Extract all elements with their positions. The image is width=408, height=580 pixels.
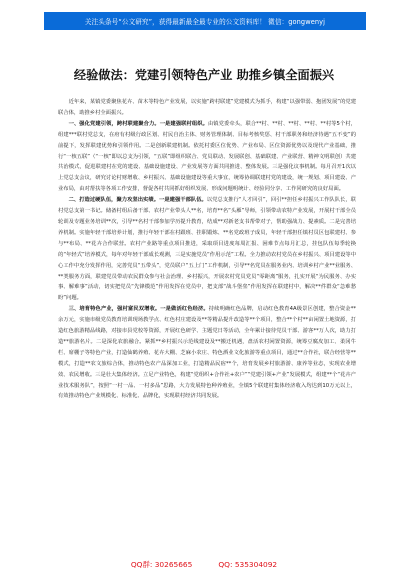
- section-heading: 三、培育特色产业，强村富民双增收。一是做活红色经济。: [68, 306, 209, 313]
- intro-paragraph: 近年来，某镇党委聚焦花卉、苗木等特色产业发展，以实施“跨村联建”党建模式为抓手，构建“以强带弱、抱团发展”的党建联合体，助推乡村全面振兴。: [58, 99, 356, 116]
- document-body: [58, 97, 356, 402]
- section-text: 以党总支推行“人才回引”，回引**担任乡村振兴工作队队长，联村党总支第一书记。储备村组后备干部、农村产业带头人**名，培育**名“头雁”导师，引领带动农特产业发展，开展村干部全员轮训及专题业务培训**次，引导**名村干部参加学历提升教育，结成**对新老支书帮带对子，帮助强战力、提素质。二是完善培养机制。实施年轻干部培养计划，推行年轻干部在村跟班、挂职锻炼、**名党政班子成员，年轻干部担任镇村员区包联建村、参与**布局、**花卉合作联营。农村产业路等重点项目推进，采取项目进度每周汇报、困难节点每月汇总，挂包队伍每季轮换的“年轻式”培养模式，每年对年轻干部成长观测，三是实施党员“作用示范”工程。全力推动农村党员在乡村振兴、项目建设等中心工作中充分发挥作用，完善党员“五带头”，党员联户“五上门”工作机制，引导**名党员在服务业内、培训乡村产业**业服务、**类服务方面，联建党员带动农民群众参与社会治理、乡村振兴，开展农村党员党员“零距离”服务，扎实开展“为民服务、办实事、解难事”活动，切实把党员“先锋模范”作用发挥在党员中，把支部“战斗堡垒”作用发挥在联建村中，解决**件群众“急难愁盼”问题。: [58, 197, 356, 302]
- promo-banner[interactable]: [44, 12, 366, 30]
- document-title: 经验做法：党建引领特色产业 助推乡镇全面振兴: [73, 68, 335, 82]
- section-heading: 一、强化党建引领，跨村联建聚合力。一是建强联村组织。: [68, 120, 208, 127]
- section-paragraph: [58, 304, 356, 402]
- section-paragraph: [58, 195, 356, 304]
- qq-group-text: QQ群: 30265665: [130, 560, 193, 569]
- section-text: 由镇党委牵头，联合**村、**村、**村、**村、**村等5个村，组建***联村党总支，在府有村级行政区划、村民自治主体、财务管理体制、目标考核奖惩、村干部职务和经济待遇“五不变”的前提下，发挥联建优势和引领作用。二是创新联建机制。依托村委区位优势、产业布局、区位资源优势以及现代产业基础，推行“一核五联”（“一核”即以总支为引领，“五联”即组织联合、党员联动、发展联创、基础联建、产业联营、精神文明联创）共建共治模式，促进联建村在党的建设、基础设施建设、产业发展等方面共同推进、整体发展。三是强化议事机制。每月召开1次以上党总支会议，研究讨论村财增收、乡村振兴、基础设施建设等重大事宜，统筹协调联建村党的建设，统一规划、项目建设、产业布局，由对帮扶等各项工作安排，督促各村共同抓好组织发展、形成问题明统计、经验同分享、工作同研究的良好局面。: [58, 120, 356, 193]
- section-heading: 二、打造过硬队伍，聚力攻坚出实绩。一是建强干部队伍。: [68, 197, 207, 204]
- section-paragraph: [58, 119, 356, 195]
- contact-footer: [0, 552, 408, 571]
- section-text: 持续明确红色品牌，启动红色教育4A级景区创建，整合资金**余万元，实施市级党员教育培训现场教学点、红色村庄建设及**等精品提升改造等**个项目，整合**个村**亩闲置土地资源，打造红色旅游精品线路，对接市县党校等资源，开展红色研学、主题党日等活动，全年累计接待党员干部、游客**万人次，助力打造**旅游名片。二是深化农旅融合。紧抓**乡村振兴示范线建设及**搬迁机遇，盘活农村闲置资源，统筹豆腐皮加工、柔冈牛栏、席棚子等特色产业，打造仙鹤养殖、花卉大棚、芝麻小农庄、特色酒业文化旅游等重点项目，通过**合作社，联合经营等**模式，打造**农文旅综合体，推动特色农产品深加工业，打造精品民宿**个，培育发展乡村旅游游、康养等业态，实现农业增效、农民增收。三是壮大集体经济。立足产业特色，构建“党组织+合作社+农户”“党建引领+产业”发展模式，组建**个“花卉产业技术服务队”，按照“一村一品、一村多品”思路，大力发展特色种养殖业，全镇5个联建村集体经济收入均达到10万元以上，有效推动特色产业规模化、标准化、品牌化，实现联村经济共同发展。: [58, 306, 356, 400]
- promo-banner-text: 关注头条号“公文研究”，获得最新最全最专业的公文资料库！ 微信：gongwenyj: [84, 18, 326, 26]
- qq-contact-text: QQ: 535304092: [218, 560, 278, 569]
